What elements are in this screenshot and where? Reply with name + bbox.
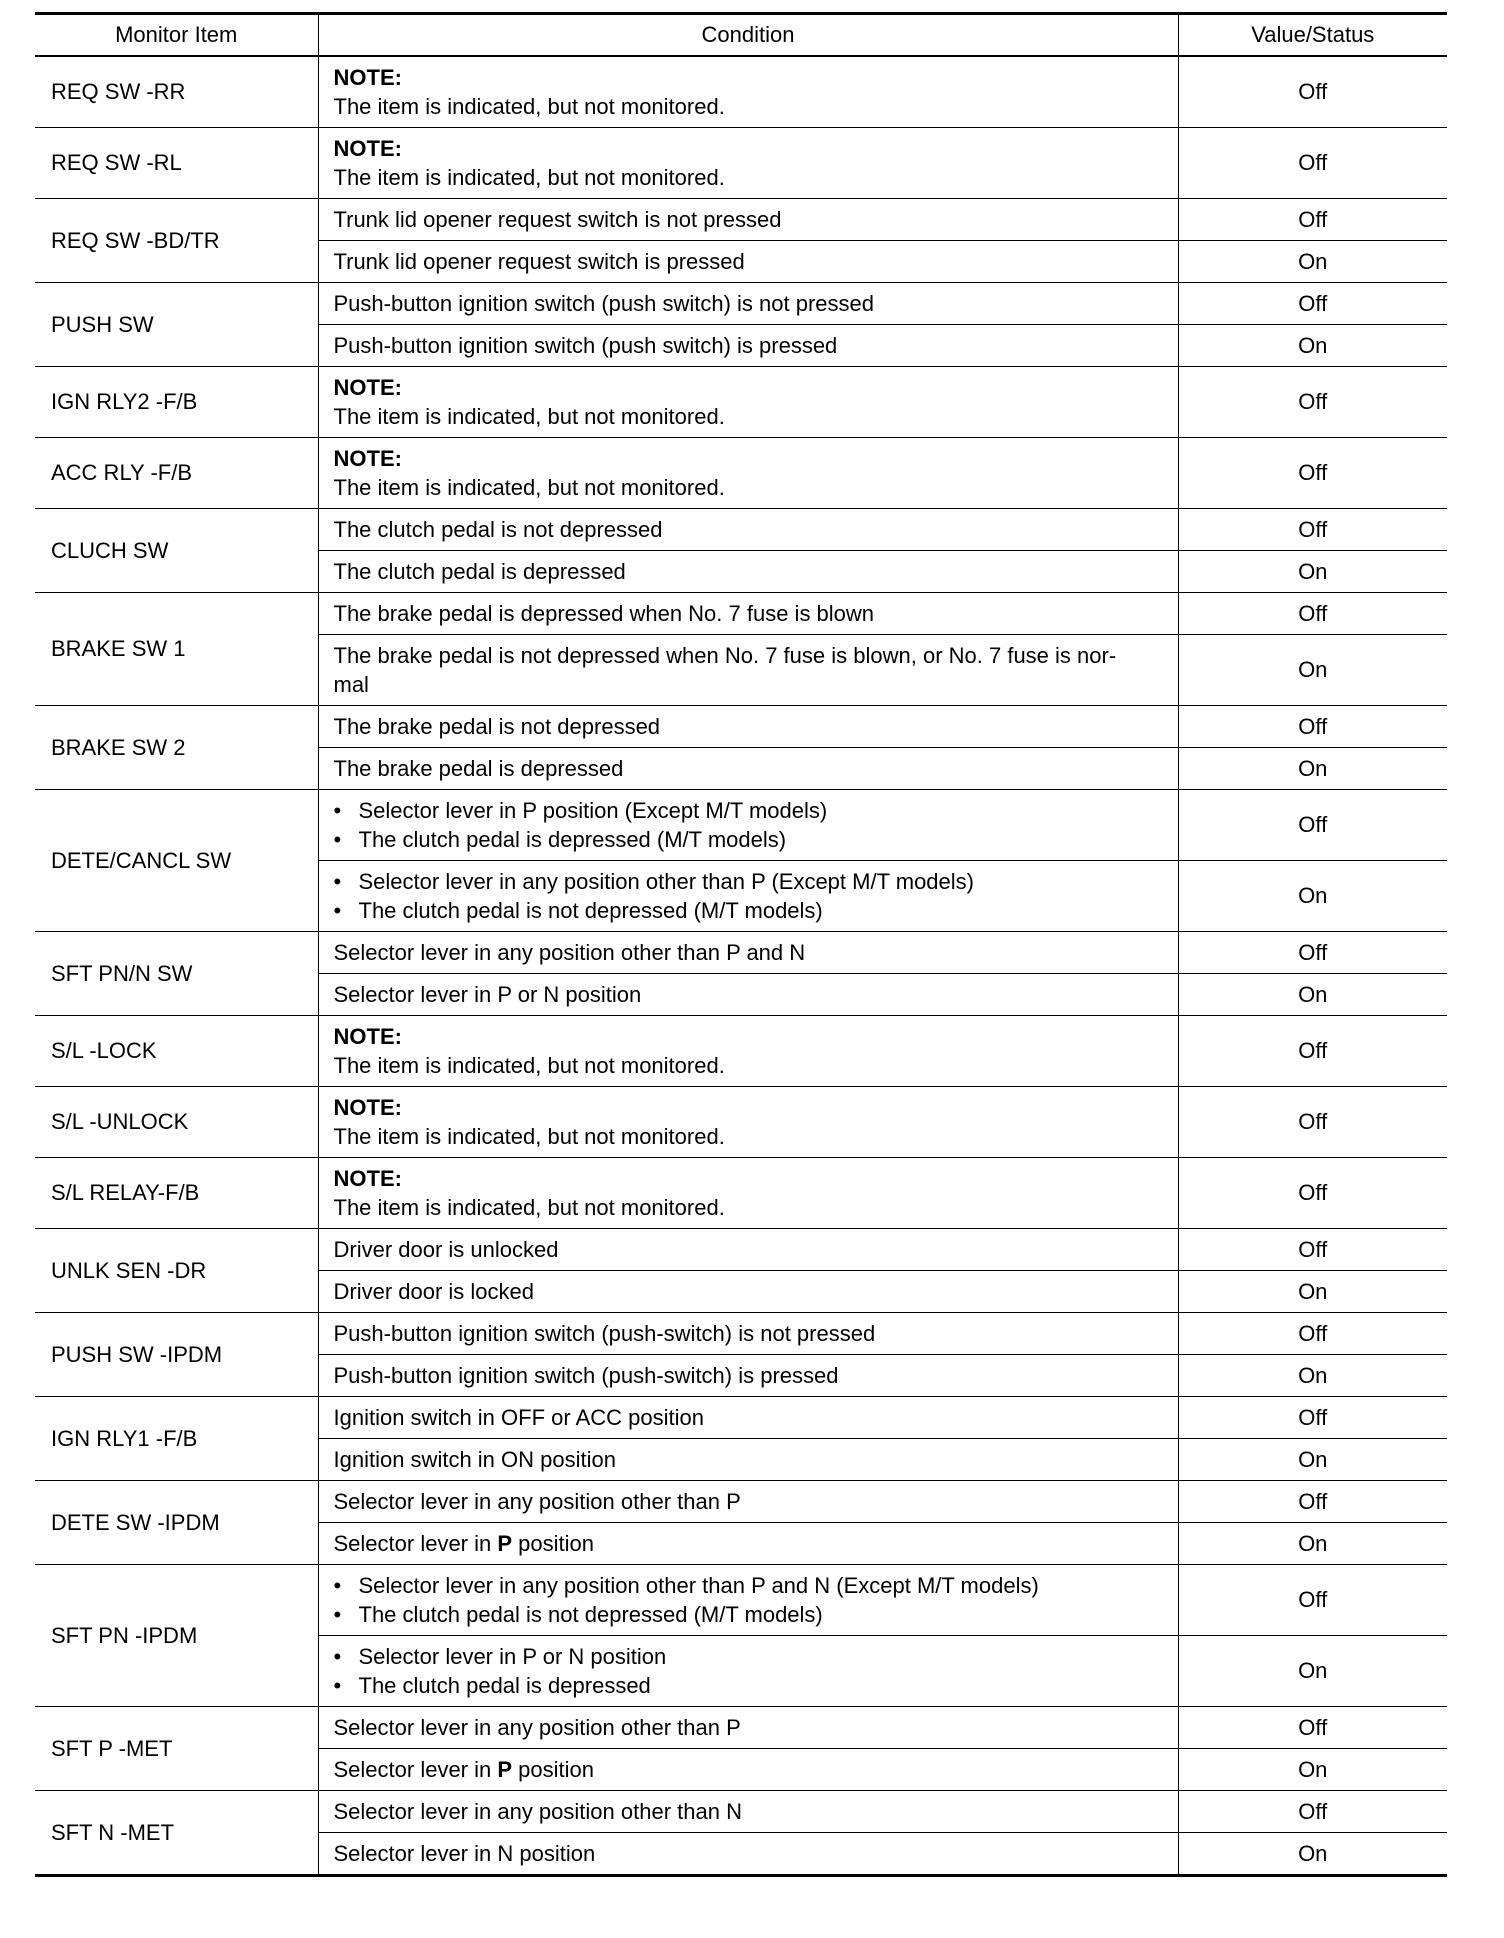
bullet-icon: • xyxy=(333,1673,342,1698)
table-row xyxy=(35,367,1447,438)
condition-text: Trunk lid opener request switch is not pressed xyxy=(333,207,782,232)
value-status-cell: On xyxy=(1178,1523,1447,1565)
value-status-cell: Off xyxy=(1178,1791,1447,1833)
condition-cell xyxy=(318,932,1178,974)
condition-text: Selector lever in any position other than P xyxy=(333,1489,741,1514)
table-row xyxy=(35,706,1447,748)
bullet-icon: • xyxy=(333,898,342,923)
note-text: The item is indicated, but not monitored. xyxy=(333,94,725,119)
header-value-status: Value/Status xyxy=(1178,14,1447,57)
condition-cell xyxy=(318,593,1178,635)
condition-cell xyxy=(318,438,1178,509)
condition-text-after: position xyxy=(512,1757,594,1782)
note-label: NOTE: xyxy=(333,65,402,90)
monitor-item-cell: SFT P -MET xyxy=(35,1707,318,1791)
bullet-icon: • xyxy=(333,1573,342,1598)
condition-cell xyxy=(318,551,1178,593)
condition-cell xyxy=(318,1355,1178,1397)
table-row xyxy=(35,1397,1447,1439)
condition-cell xyxy=(318,706,1178,748)
bullet-text: Selector lever in any position other than P and N (Except M/T models) xyxy=(358,1573,1039,1598)
condition-text: Push-button ignition switch (push-switch) is pressed xyxy=(333,1363,839,1388)
condition-text-before: Selector lever in xyxy=(333,1531,498,1556)
condition-text: Ignition switch in ON position xyxy=(333,1447,616,1472)
bullet-item xyxy=(334,896,1166,925)
value-status-cell: Off xyxy=(1178,1481,1447,1523)
condition-cell xyxy=(318,241,1178,283)
table-row xyxy=(35,1707,1447,1749)
condition-cell xyxy=(318,1087,1178,1158)
bullet-icon: • xyxy=(333,1602,342,1627)
monitor-item-cell: S/L -LOCK xyxy=(35,1016,318,1087)
condition-cell xyxy=(318,1707,1178,1749)
condition-cell xyxy=(318,1158,1178,1229)
bullet-text: The clutch pedal is depressed (M/T models) xyxy=(358,827,787,852)
monitor-item-cell: UNLK SEN -DR xyxy=(35,1229,318,1313)
header-row xyxy=(35,14,1447,57)
table-row xyxy=(35,1565,1447,1636)
condition-text: Push-button ignition switch (push switch) is pressed xyxy=(333,333,838,358)
condition-text: Driver door is locked xyxy=(333,1279,535,1304)
condition-cell xyxy=(318,790,1178,861)
table-row xyxy=(35,56,1447,128)
bullet-item xyxy=(334,1600,1166,1629)
monitor-item-cell: DETE/CANCL SW xyxy=(35,790,318,932)
monitor-item-cell: SFT PN -IPDM xyxy=(35,1565,318,1707)
monitor-item-cell: DETE SW -IPDM xyxy=(35,1481,318,1565)
bullet-item xyxy=(334,867,1166,896)
note-text: The item is indicated, but not monitored. xyxy=(333,1124,725,1149)
table-row xyxy=(35,790,1447,861)
condition-cell xyxy=(318,1833,1178,1876)
value-status-cell: Off xyxy=(1178,509,1447,551)
condition-cell xyxy=(318,367,1178,438)
monitor-item-cell: IGN RLY2 -F/B xyxy=(35,367,318,438)
condition-cell xyxy=(318,1565,1178,1636)
condition-cell xyxy=(318,128,1178,199)
table-row xyxy=(35,1313,1447,1355)
header-monitor-item: Monitor Item xyxy=(35,14,318,57)
bullet-icon: • xyxy=(333,798,342,823)
value-status-cell: On xyxy=(1178,1749,1447,1791)
table-row xyxy=(35,1087,1447,1158)
monitor-item-cell: IGN RLY1 -F/B xyxy=(35,1397,318,1481)
value-status-cell: Off xyxy=(1178,1158,1447,1229)
table-row xyxy=(35,932,1447,974)
condition-text: The brake pedal is not depressed when No. 7 fuse is blown, or No. 7 fuse is nor- mal xyxy=(333,643,1117,697)
condition-text: Selector lever in any position other than N xyxy=(333,1799,742,1824)
condition-text-after: position xyxy=(512,1531,594,1556)
bullet-icon: • xyxy=(333,869,342,894)
condition-cell xyxy=(318,1313,1178,1355)
condition-cell xyxy=(318,1791,1178,1833)
note-label: NOTE: xyxy=(333,1024,402,1049)
value-status-cell: On xyxy=(1178,1636,1447,1707)
value-status-cell: On xyxy=(1178,241,1447,283)
value-status-cell: On xyxy=(1178,325,1447,367)
bullet-item xyxy=(334,1642,1166,1671)
condition-cell xyxy=(318,283,1178,325)
bullet-item xyxy=(334,1671,1166,1700)
bullet-icon: • xyxy=(333,1644,342,1669)
table-row xyxy=(35,1481,1447,1523)
bullet-item xyxy=(334,1571,1166,1600)
condition-text: Selector lever in P or N position xyxy=(333,982,642,1007)
table-row xyxy=(35,509,1447,551)
value-status-cell: Off xyxy=(1178,1707,1447,1749)
monitor-item-cell: REQ SW -BD/TR xyxy=(35,199,318,283)
bullet-text: Selector lever in any position other than P (Except M/T models) xyxy=(358,869,974,894)
monitor-item-cell: CLUCH SW xyxy=(35,509,318,593)
condition-cell xyxy=(318,1229,1178,1271)
value-status-cell: Off xyxy=(1178,790,1447,861)
value-status-cell: Off xyxy=(1178,1397,1447,1439)
condition-text: Ignition switch in OFF or ACC position xyxy=(333,1405,704,1430)
condition-cell xyxy=(318,748,1178,790)
condition-text: Selector lever in N position xyxy=(333,1841,596,1866)
table-row xyxy=(35,1016,1447,1087)
condition-text: The brake pedal is not depressed xyxy=(333,714,661,739)
condition-text-bold: P xyxy=(497,1531,513,1556)
table-row xyxy=(35,128,1447,199)
value-status-cell: Off xyxy=(1178,593,1447,635)
value-status-cell: Off xyxy=(1178,283,1447,325)
value-status-cell: On xyxy=(1178,861,1447,932)
note-text: The item is indicated, but not monitored. xyxy=(333,165,725,190)
condition-text: Driver door is unlocked xyxy=(333,1237,559,1262)
value-status-cell: On xyxy=(1178,748,1447,790)
condition-cell xyxy=(318,1523,1178,1565)
value-status-cell: Off xyxy=(1178,1087,1447,1158)
table-body xyxy=(35,56,1447,1876)
condition-text: Trunk lid opener request switch is pressed xyxy=(333,249,745,274)
condition-cell xyxy=(318,974,1178,1016)
condition-text-before: Selector lever in xyxy=(333,1757,498,1782)
value-status-cell: Off xyxy=(1178,128,1447,199)
table-row xyxy=(35,593,1447,635)
note-label: NOTE: xyxy=(333,375,402,400)
bullet-text: Selector lever in P or N position xyxy=(358,1644,667,1669)
value-status-cell: On xyxy=(1178,1833,1447,1876)
condition-text: Selector lever in any position other than P xyxy=(333,1715,741,1740)
note-label: NOTE: xyxy=(333,136,402,161)
header-condition: Condition xyxy=(318,14,1178,57)
condition-cell xyxy=(318,635,1178,706)
condition-cell xyxy=(318,1636,1178,1707)
condition-cell xyxy=(318,1397,1178,1439)
bullet-icon: • xyxy=(333,827,342,852)
table-row xyxy=(35,1791,1447,1833)
bullet-text: The clutch pedal is not depressed (M/T models) xyxy=(358,1602,823,1627)
note-label: NOTE: xyxy=(333,1095,402,1120)
condition-cell xyxy=(318,199,1178,241)
monitor-item-cell: S/L RELAY-F/B xyxy=(35,1158,318,1229)
condition-cell xyxy=(318,1271,1178,1313)
monitor-item-cell: ACC RLY -F/B xyxy=(35,438,318,509)
value-status-cell: On xyxy=(1178,1271,1447,1313)
monitor-item-cell: S/L -UNLOCK xyxy=(35,1087,318,1158)
condition-cell xyxy=(318,509,1178,551)
condition-text: Selector lever in any position other than P and N xyxy=(333,940,806,965)
monitor-item-cell: REQ SW -RL xyxy=(35,128,318,199)
bullet-item xyxy=(334,825,1166,854)
table-row xyxy=(35,199,1447,241)
note-text: The item is indicated, but not monitored. xyxy=(333,404,725,429)
value-status-cell: Off xyxy=(1178,706,1447,748)
value-status-cell: Off xyxy=(1178,367,1447,438)
monitor-item-cell: BRAKE SW 2 xyxy=(35,706,318,790)
value-status-cell: On xyxy=(1178,974,1447,1016)
value-status-cell: On xyxy=(1178,635,1447,706)
table-row xyxy=(35,1158,1447,1229)
bullet-item xyxy=(334,796,1166,825)
value-status-cell: Off xyxy=(1178,1313,1447,1355)
note-label: NOTE: xyxy=(333,446,402,471)
condition-text: The brake pedal is depressed when No. 7 fuse is blown xyxy=(333,601,875,626)
note-label: NOTE: xyxy=(333,1166,402,1191)
bullet-text: The clutch pedal is not depressed (M/T models) xyxy=(358,898,823,923)
value-status-cell: Off xyxy=(1178,932,1447,974)
value-status-cell: On xyxy=(1178,1439,1447,1481)
value-status-cell: On xyxy=(1178,551,1447,593)
condition-cell xyxy=(318,861,1178,932)
value-status-cell: Off xyxy=(1178,199,1447,241)
condition-text: The clutch pedal is depressed xyxy=(333,559,626,584)
value-status-cell: On xyxy=(1178,1355,1447,1397)
condition-cell xyxy=(318,1439,1178,1481)
bullet-text: The clutch pedal is depressed xyxy=(358,1673,651,1698)
condition-text: Push-button ignition switch (push switch) is not pressed xyxy=(333,291,874,316)
table-row xyxy=(35,283,1447,325)
condition-cell xyxy=(318,1749,1178,1791)
note-text: The item is indicated, but not monitored. xyxy=(333,1195,725,1220)
condition-cell xyxy=(318,325,1178,367)
condition-cell xyxy=(318,56,1178,128)
monitor-item-cell: SFT PN/N SW xyxy=(35,932,318,1016)
monitor-item-cell: REQ SW -RR xyxy=(35,56,318,128)
note-text: The item is indicated, but not monitored. xyxy=(333,475,725,500)
monitor-item-cell: BRAKE SW 1 xyxy=(35,593,318,706)
monitor-item-cell: PUSH SW xyxy=(35,283,318,367)
bullet-text: Selector lever in P position (Except M/T models) xyxy=(358,798,828,823)
condition-text: The clutch pedal is not depressed xyxy=(333,517,663,542)
monitor-item-cell: PUSH SW -IPDM xyxy=(35,1313,318,1397)
monitor-item-table xyxy=(35,12,1447,1877)
value-status-cell: Off xyxy=(1178,1016,1447,1087)
value-status-cell: Off xyxy=(1178,56,1447,128)
table-row xyxy=(35,438,1447,509)
value-status-cell: Off xyxy=(1178,1229,1447,1271)
table-row xyxy=(35,1229,1447,1271)
note-text: The item is indicated, but not monitored. xyxy=(333,1053,725,1078)
condition-text: The brake pedal is depressed xyxy=(333,756,624,781)
value-status-cell: Off xyxy=(1178,438,1447,509)
condition-cell xyxy=(318,1016,1178,1087)
value-status-cell: Off xyxy=(1178,1565,1447,1636)
condition-cell xyxy=(318,1481,1178,1523)
monitor-item-cell: SFT N -MET xyxy=(35,1791,318,1876)
condition-text-bold: P xyxy=(497,1757,513,1782)
condition-text: Push-button ignition switch (push-switch) is not pressed xyxy=(333,1321,876,1346)
